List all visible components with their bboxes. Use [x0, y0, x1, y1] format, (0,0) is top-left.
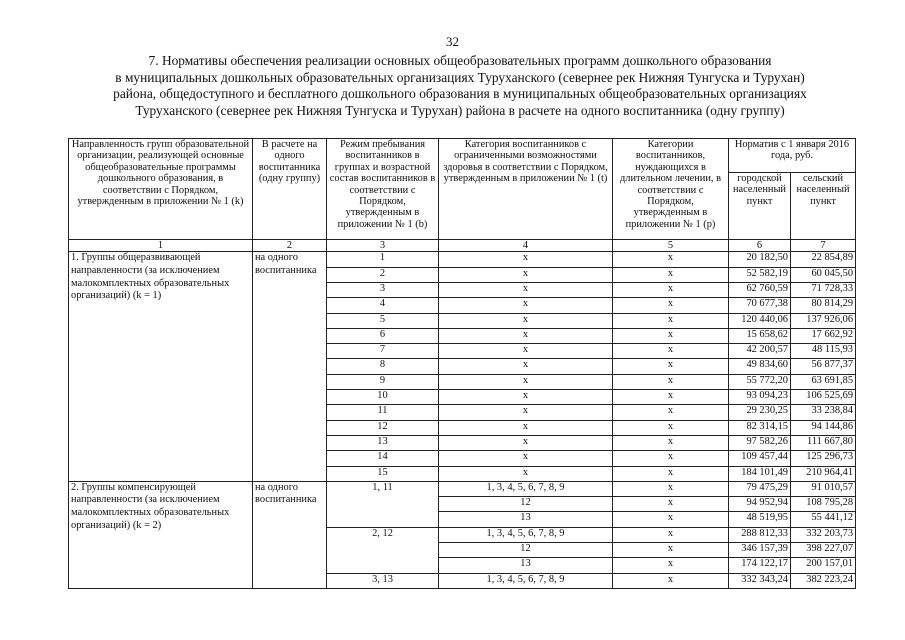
treatment-category-cell: х	[613, 374, 729, 389]
rural-norm-cell: 108 795,28	[791, 497, 856, 512]
regime-cell: 2, 12	[327, 527, 439, 573]
treatment-category-cell: х	[613, 543, 729, 558]
header-rural: сельский населенный пункт	[791, 173, 856, 240]
rural-norm-cell: 33 238,84	[791, 405, 856, 420]
rural-norm-cell: 106 525,69	[791, 390, 856, 405]
treatment-category-cell: х	[613, 497, 729, 512]
rural-norm-cell: 94 144,86	[791, 420, 856, 435]
header-norm: Норматив с 1 января 2016 года, руб.	[729, 139, 856, 173]
col-number: 3	[327, 240, 439, 252]
urban-norm-cell: 79 475,29	[729, 481, 791, 496]
disability-category-cell: 1, 3, 4, 5, 6, 7, 8, 9	[439, 573, 613, 588]
col-number: 1	[69, 240, 253, 252]
urban-norm-cell: 184 101,49	[729, 466, 791, 481]
treatment-category-cell: х	[613, 435, 729, 450]
rural-norm-cell: 48 115,93	[791, 344, 856, 359]
regime-cell: 2	[327, 267, 439, 282]
treatment-category-cell: х	[613, 558, 729, 573]
urban-norm-cell: 109 457,44	[729, 451, 791, 466]
disability-category-cell: х	[439, 267, 613, 282]
rural-norm-cell: 137 926,06	[791, 313, 856, 328]
title-line: в муниципальных дошкольных образовательных организациях Туруханского (севернее рек Нижняя Тунгуска и Турухан)	[115, 69, 805, 85]
rural-norm-cell: 56 877,37	[791, 359, 856, 374]
disability-category-cell: х	[439, 420, 613, 435]
header-urban: городской населенный пункт	[729, 173, 791, 240]
urban-norm-cell: 288 812,33	[729, 527, 791, 542]
treatment-category-cell: х	[613, 573, 729, 588]
urban-norm-cell: 120 440,06	[729, 313, 791, 328]
urban-norm-cell: 29 230,25	[729, 405, 791, 420]
regime-cell: 7	[327, 344, 439, 359]
disability-category-cell: 1, 3, 4, 5, 6, 7, 8, 9	[439, 481, 613, 496]
group1-body	[69, 252, 856, 481]
urban-norm-cell: 93 094,23	[729, 390, 791, 405]
rural-norm-cell: 55 441,12	[791, 512, 856, 527]
regime-cell: 9	[327, 374, 439, 389]
page-number: 32	[446, 34, 459, 49]
treatment-category-cell: х	[613, 512, 729, 527]
title-line: Туруханского (севернее рек Нижняя Тунгуска и Турухан) района в расчете на одного воспитанника (одну группу)	[135, 102, 785, 118]
treatment-category-cell: х	[613, 344, 729, 359]
table-row	[69, 252, 856, 267]
urban-norm-cell: 174 122,17	[729, 558, 791, 573]
col-number: 6	[729, 240, 791, 252]
disability-category-cell: 12	[439, 497, 613, 512]
title-line: района, общедоступного и бесплатного дошкольного образования в муниципальных общеобразовательных организациях	[113, 86, 807, 102]
rural-norm-cell: 22 854,89	[791, 252, 856, 267]
regime-cell: 6	[327, 328, 439, 343]
treatment-category-cell: х	[613, 481, 729, 496]
rural-norm-cell: 332 203,73	[791, 527, 856, 542]
section-title	[60, 53, 860, 119]
rural-norm-cell: 91 010,57	[791, 481, 856, 496]
rural-norm-cell: 210 964,41	[791, 466, 856, 481]
regime-cell: 15	[327, 466, 439, 481]
treatment-category-cell: х	[613, 466, 729, 481]
group2-body	[69, 481, 856, 588]
rural-norm-cell: 111 667,80	[791, 435, 856, 450]
disability-category-cell: х	[439, 374, 613, 389]
treatment-category-cell: х	[613, 283, 729, 298]
header-disability-category: Категория воспитанников с ограниченными возможностями здоровья в соответствии с Порядком, утвержденным в приложении № 1 (t)	[439, 139, 613, 240]
urban-norm-cell: 332 343,24	[729, 573, 791, 588]
regime-cell: 4	[327, 298, 439, 313]
disability-category-cell: х	[439, 252, 613, 267]
disability-category-cell: х	[439, 328, 613, 343]
regime-cell: 3	[327, 283, 439, 298]
col-number: 5	[613, 240, 729, 252]
treatment-category-cell: х	[613, 267, 729, 282]
treatment-category-cell: х	[613, 420, 729, 435]
urban-norm-cell: 97 582,26	[729, 435, 791, 450]
disability-category-cell: х	[439, 313, 613, 328]
regime-cell: 8	[327, 359, 439, 374]
treatment-category-cell: х	[613, 390, 729, 405]
regime-cell: 5	[327, 313, 439, 328]
regime-cell: 11	[327, 405, 439, 420]
disability-category-cell: 1, 3, 4, 5, 6, 7, 8, 9	[439, 527, 613, 542]
header-treatment-category: Категории воспитанников, нуждающихся в длительном лечении, в соответствии с Порядком, утвержденным в приложении № 1 (p)	[613, 139, 729, 240]
disability-category-cell: х	[439, 451, 613, 466]
header-basis: В расчете на одного воспитанника (одну группу)	[253, 139, 327, 240]
disability-category-cell: х	[439, 466, 613, 481]
rural-norm-cell: 71 728,33	[791, 283, 856, 298]
urban-norm-cell: 20 182,50	[729, 252, 791, 267]
treatment-category-cell: х	[613, 405, 729, 420]
treatment-category-cell: х	[613, 527, 729, 542]
group-direction-label: 1. Группы общеразвивающей направленности (за исключением малокомплектных образовательных организаций) (k = 1)	[69, 252, 253, 481]
col-number: 4	[439, 240, 613, 252]
disability-category-cell: х	[439, 298, 613, 313]
treatment-category-cell: х	[613, 328, 729, 343]
treatment-category-cell: х	[613, 252, 729, 267]
regime-cell: 1	[327, 252, 439, 267]
urban-norm-cell: 62 760,59	[729, 283, 791, 298]
disability-category-cell: 13	[439, 558, 613, 573]
rural-norm-cell: 80 814,29	[791, 298, 856, 313]
disability-category-cell: х	[439, 283, 613, 298]
urban-norm-cell: 346 157,39	[729, 543, 791, 558]
urban-norm-cell: 48 519,95	[729, 512, 791, 527]
disability-category-cell: 12	[439, 543, 613, 558]
rural-norm-cell: 382 223,24	[791, 573, 856, 588]
group-direction-label: 2. Группы компенсирующей направленности (за исключением малокомплектных образовательных организаций) (k = 2)	[69, 481, 253, 588]
group-basis: на одного воспитанника	[253, 252, 327, 481]
treatment-category-cell: х	[613, 298, 729, 313]
regime-cell: 3, 13	[327, 573, 439, 588]
col-number: 2	[253, 240, 327, 252]
disability-category-cell: 13	[439, 512, 613, 527]
rural-norm-cell: 200 157,01	[791, 558, 856, 573]
disability-category-cell: х	[439, 390, 613, 405]
disability-category-cell: х	[439, 435, 613, 450]
regime-cell: 12	[327, 420, 439, 435]
regime-cell: 13	[327, 435, 439, 450]
rural-norm-cell: 63 691,85	[791, 374, 856, 389]
rural-norm-cell: 17 662,92	[791, 328, 856, 343]
rural-norm-cell: 60 045,50	[791, 267, 856, 282]
treatment-category-cell: х	[613, 313, 729, 328]
urban-norm-cell: 94 952,94	[729, 497, 791, 512]
regime-cell: 1, 11	[327, 481, 439, 527]
urban-norm-cell: 15 658,62	[729, 328, 791, 343]
disability-category-cell: х	[439, 359, 613, 374]
rural-norm-cell: 398 227,07	[791, 543, 856, 558]
header-direction: Направленность групп образовательной организации, реализующей основные общеобразовательные программы дошкольного образования, в соответствии с Порядком, утвержденным в приложении № 1 (k)	[69, 139, 253, 240]
urban-norm-cell: 70 677,38	[729, 298, 791, 313]
regime-cell: 10	[327, 390, 439, 405]
regime-cell: 14	[327, 451, 439, 466]
disability-category-cell: х	[439, 344, 613, 359]
group-basis: на одного воспитанника	[253, 481, 327, 588]
col-number: 7	[791, 240, 856, 252]
title-line: 7. Нормативы обеспечения реализации основных общеобразовательных программ дошкольного образования	[148, 53, 772, 68]
norms-table	[68, 138, 856, 589]
urban-norm-cell: 49 834,60	[729, 359, 791, 374]
header-regime: Режим пребывания воспитанников в группах и возрастной состав воспитанников в соответствии с Порядком, утвержденным в приложении № 1 (b)	[327, 139, 439, 240]
table-row	[69, 481, 856, 496]
disability-category-cell: х	[439, 405, 613, 420]
rural-norm-cell: 125 296,73	[791, 451, 856, 466]
urban-norm-cell: 42 200,57	[729, 344, 791, 359]
urban-norm-cell: 55 772,20	[729, 374, 791, 389]
treatment-category-cell: х	[613, 359, 729, 374]
urban-norm-cell: 82 314,15	[729, 420, 791, 435]
treatment-category-cell: х	[613, 451, 729, 466]
urban-norm-cell: 52 582,19	[729, 267, 791, 282]
